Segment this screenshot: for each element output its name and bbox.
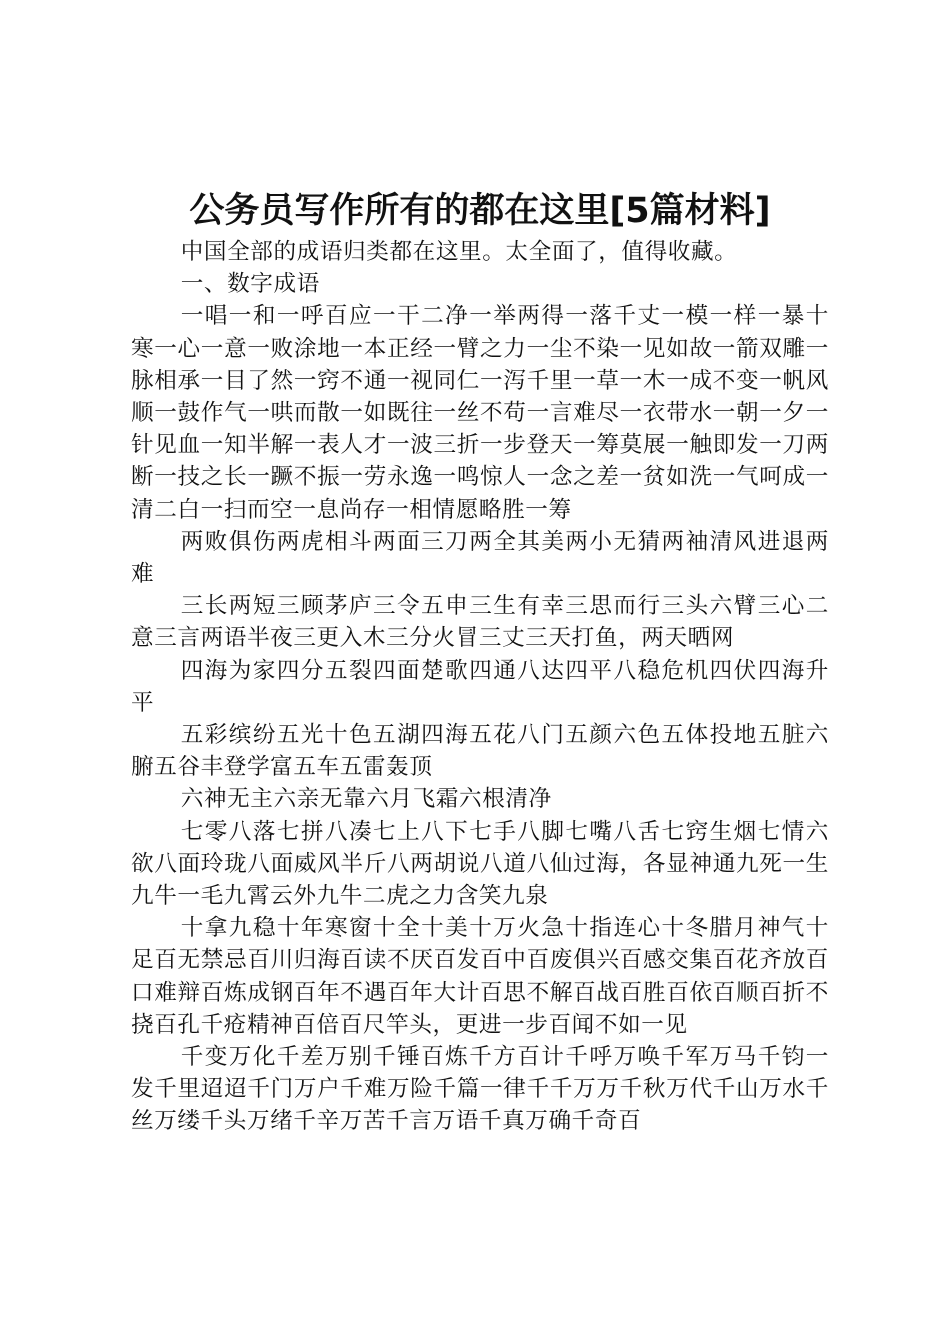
- section-heading: 一、数字成语: [180, 271, 320, 298]
- paragraph-ten-hundred: 十拿九稳十年寒窗十全十美十万火急十指连心十冬腊月神气十足百无禁忌百川归海百读不厌百发百中百废俱兴百感交集百花齐放百口难辩百炼成钢百年不遇百年大计百思不解百战百胜百依百顺百折不挠百孔千疮精神百倍百尺竿头，更进一步百闻不如一见: [131, 915, 829, 1038]
- paragraph-four: 四海为家四分五裂四面楚歌四通八达四平八稳危机四伏四海升平: [131, 657, 829, 716]
- paragraph-intro: 中国全部的成语归类都在这里。太全面了，值得收藏。: [180, 239, 738, 265]
- paragraph-six: 六神无主六亲无靠六月飞霜六根清净: [180, 786, 552, 813]
- paragraph-thousand: 千变万化千差万别千锤百炼千方百计千呼万唤千军万马千钧一发千里迢迢千门万户千难万险千篇一律千千万万千秋万代千山万水千丝万缕千头万绪千辛万苦千言万语千真万确千奇百: [131, 1044, 829, 1135]
- paragraph-seven-eight-nine: 七零八落七拼八凑七上八下七手八脚七嘴八舌七窍生烟七情六欲八面玲珑八面威风半斤八两胡说八道八仙过海，各显神通九死一生九牛一毛九霄云外九牛二虎之力含笑九泉: [131, 818, 829, 910]
- document-page: [131, 188, 829, 1138]
- paragraph-five: 五彩缤纷五光十色五湖四海五花八门五颜六色五体投地五脏六腑五谷丰登学富五车五雷轰顶: [131, 722, 829, 781]
- paragraph-one: 一唱一和一呼百应一干二净一举两得一落千丈一模一样一暴十寒一心一意一败涂地一本正经一臂之力一尘不染一见如故一箭双雕一脉相承一目了然一窍不通一视同仁一泻千里一草一木一成不变一帆风顺一鼓作气一哄而散一如既往一丝不苟一言难尽一衣带水一朝一夕一针见血一知半解一表人才一波三折一步登天一筹莫展一触即发一刀两断一技之长一蹶不振一劳永逸一鸣惊人一念之差一贫如洗一气呵成一清二白一扫而空一息尚存一相情愿略胜一筹: [131, 303, 829, 523]
- paragraph-three: 三长两短三顾茅庐三令五申三生有幸三思而行三头六臂三心二意三言两语半夜三更入木三分火冒三丈三天打鱼，两天晒网: [131, 593, 829, 652]
- paragraph-two: 两败俱伤两虎相斗两面三刀两全其美两小无猜两袖清风进退两难: [131, 528, 829, 588]
- document-title: 公务员写作所有的都在这里[5篇材料]: [189, 191, 771, 231]
